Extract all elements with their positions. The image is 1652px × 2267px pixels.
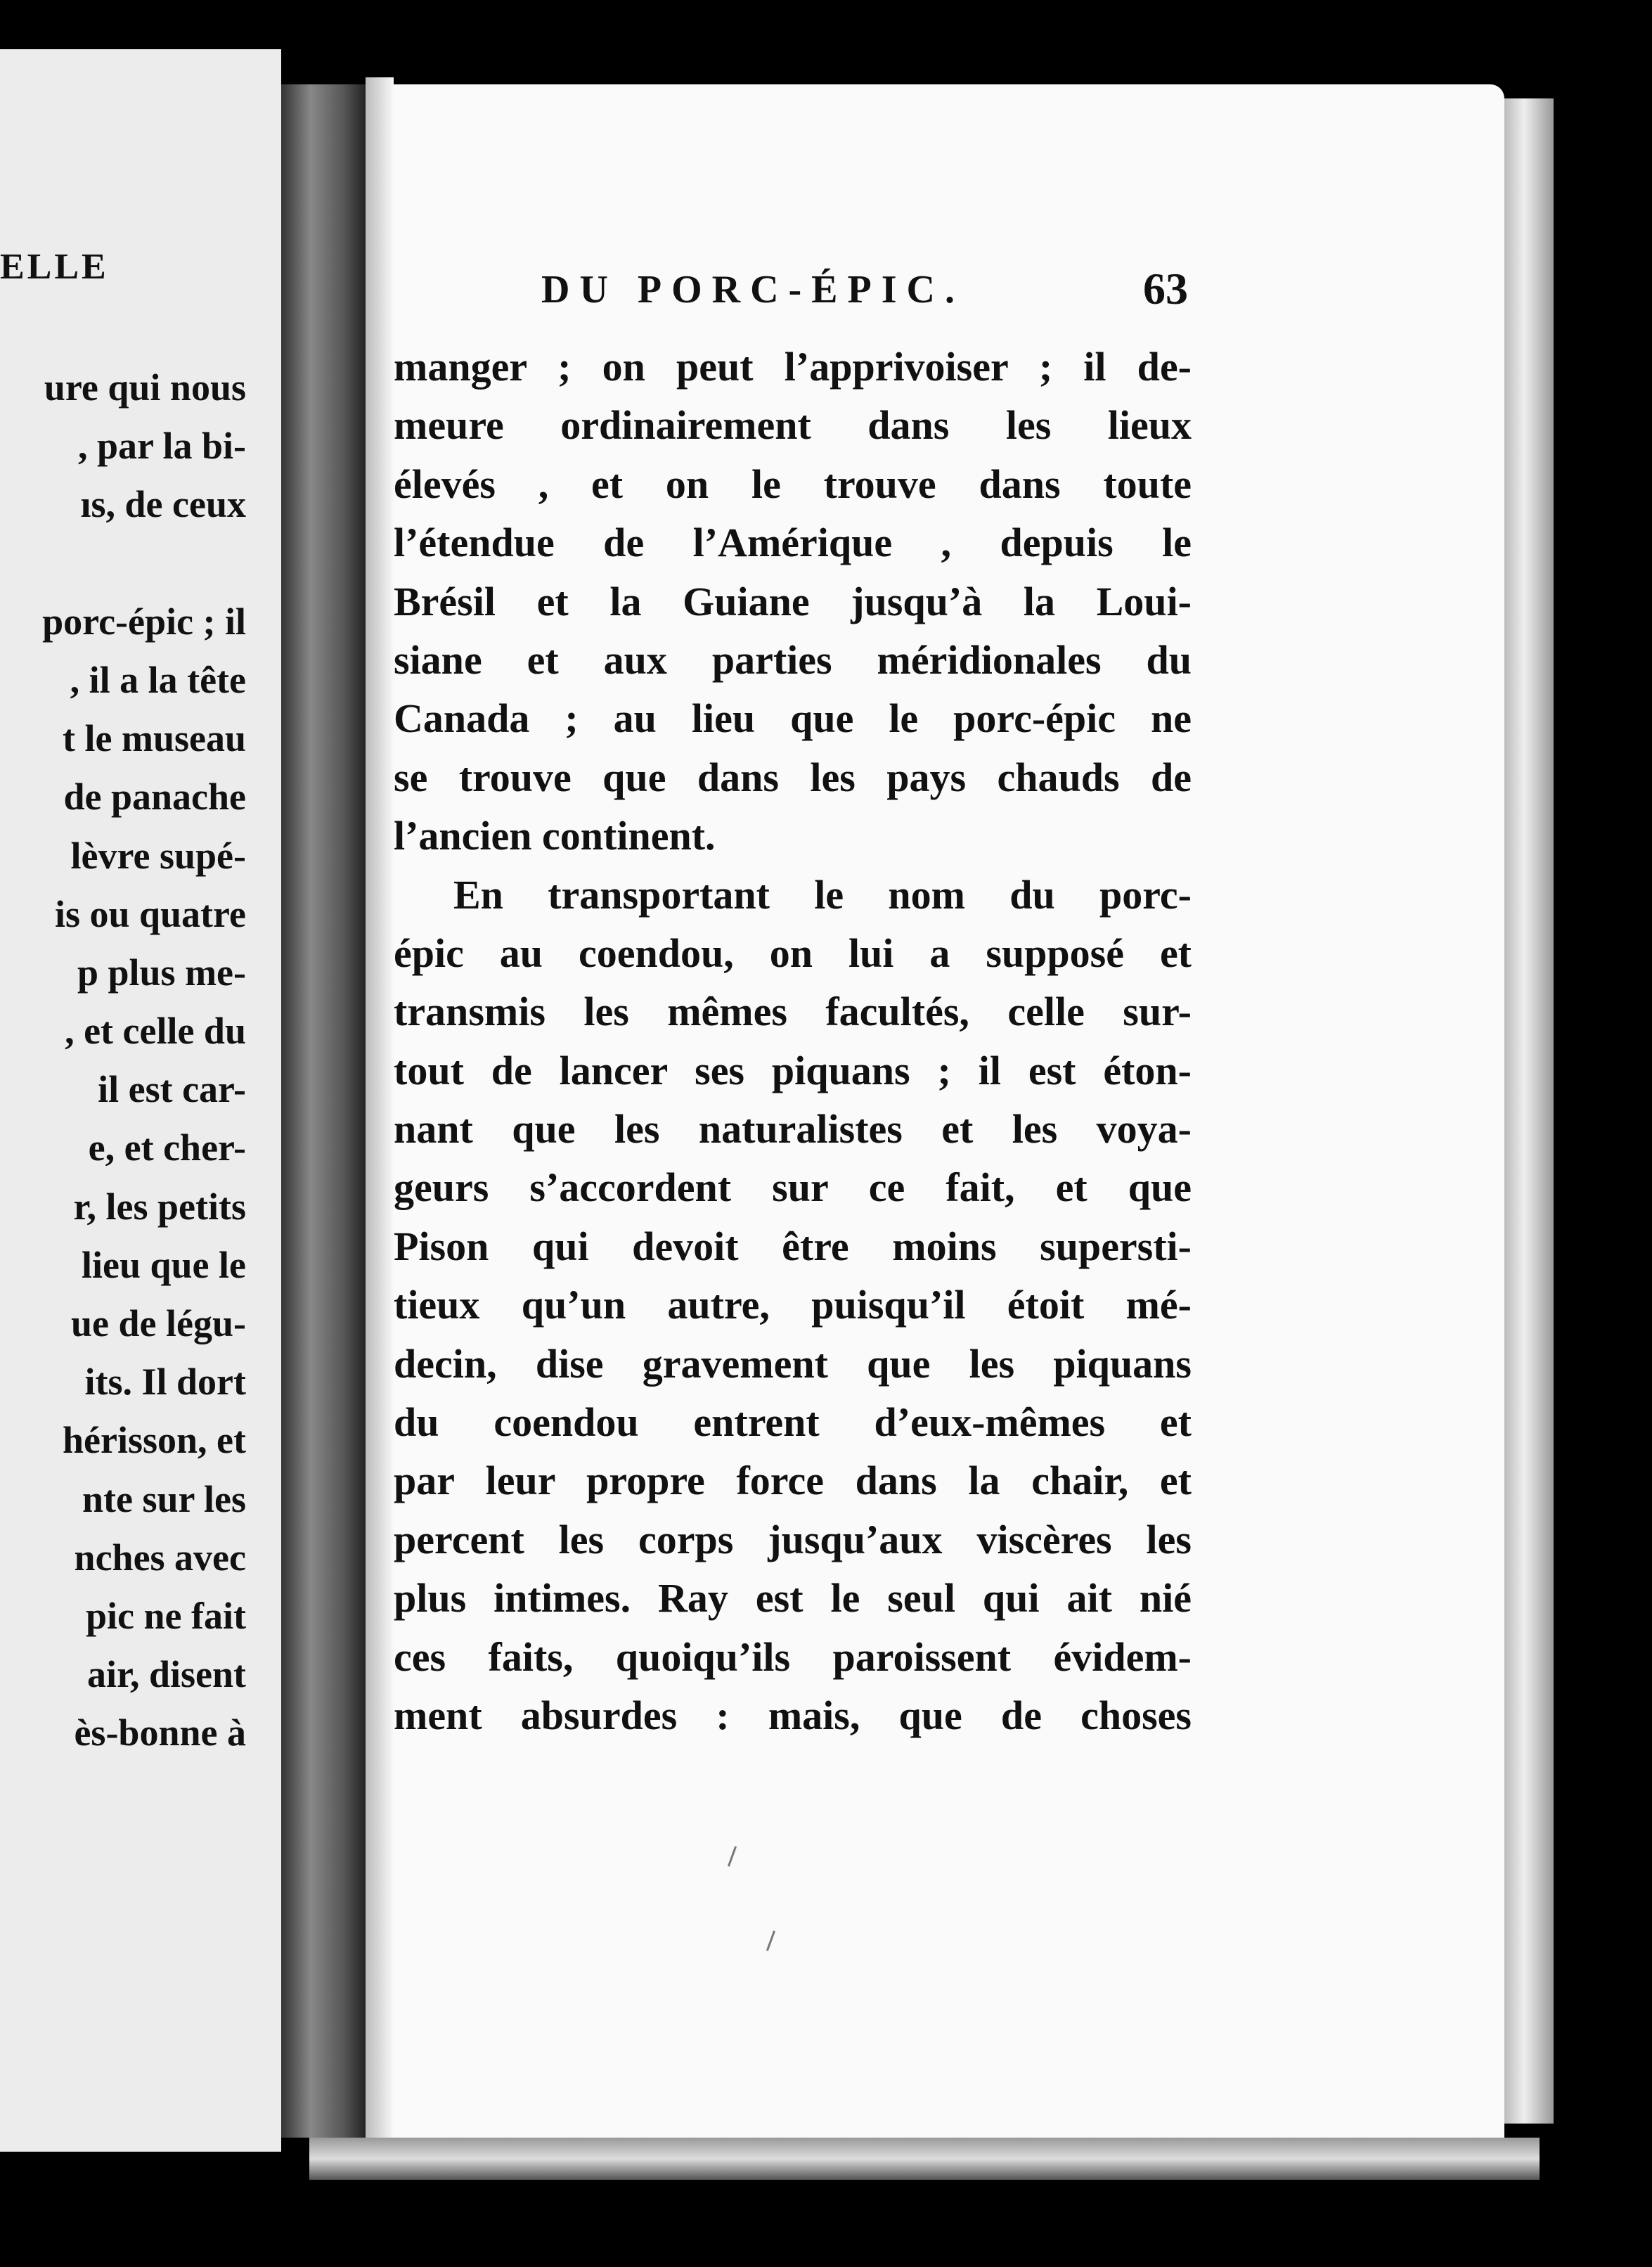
text-line: du coendou entrent d’eux-mêmes et <box>394 1399 1192 1446</box>
text-line: l’ancien continent. <box>394 813 716 859</box>
text-line: percent les corps jusqu’aux viscères les <box>394 1516 1192 1562</box>
page-bottom-edge <box>309 2138 1540 2180</box>
text-line: ment absurdes : mais, que de choses <box>394 1692 1192 1738</box>
text-line: its. Il dort <box>84 1361 246 1404</box>
previous-page-running-head: ELLE <box>0 247 109 287</box>
text-line: épic au coendou, on lui a supposé et <box>394 930 1192 976</box>
text-line: is ou quatre <box>54 892 246 935</box>
text-line: siane et aux parties méridionales du <box>394 636 1192 683</box>
text-line: l’étendue de l’Amérique , depuis le <box>394 520 1192 566</box>
text-line: ces faits, quoiqu’ils paroissent évidem- <box>394 1633 1192 1680</box>
text-line: nches avec <box>74 1536 246 1579</box>
text-line: par leur propre force dans la chair, et <box>394 1458 1192 1504</box>
running-head <box>541 264 1188 323</box>
text-line: de panache <box>63 776 246 818</box>
page-body-text <box>394 338 1192 1745</box>
text-line: , par la bi- <box>77 425 246 468</box>
text-line: t le museau <box>63 717 246 760</box>
text-line: , et celle du <box>65 1010 246 1053</box>
text-line: élevés , et on le trouve dans toute <box>394 461 1192 507</box>
text-line: Canada ; au lieu que le porc-épic ne <box>394 695 1192 742</box>
text-line: air, disent <box>86 1653 246 1696</box>
text-line: ès-bonne à <box>74 1712 246 1754</box>
text-line: ue de légu- <box>71 1302 246 1344</box>
text-line: ıs, de ceux <box>80 483 246 526</box>
text-line: lieu que le <box>81 1243 246 1286</box>
text-line: lèvre supé- <box>70 834 246 877</box>
gutter-shadow <box>366 77 394 2145</box>
text-line: p plus me- <box>77 951 246 994</box>
text-line: e, et cher- <box>88 1126 246 1169</box>
text-line: pic ne fait <box>86 1594 246 1637</box>
text-line: ure qui nous <box>44 366 246 409</box>
text-line: hérisson, et <box>63 1419 246 1462</box>
text-line: manger ; on peut l’apprivoiser ; il de- <box>394 344 1192 390</box>
text-line: meure ordinairement dans les lieux <box>394 402 1192 449</box>
text-line: Brésil et la Guiane jusqu’à la Loui- <box>394 578 1192 624</box>
text-line: plus intimes. Ray est le seul qui ait nié <box>394 1575 1192 1621</box>
text-line: , il a la tête <box>70 658 246 701</box>
text-line: tout de lancer ses piquans ; il est éton- <box>394 1047 1192 1093</box>
text-line: geurs s’accordent sur ce fait, et que <box>394 1164 1192 1211</box>
text-line: se trouve que dans les pays chauds de <box>394 754 1192 800</box>
text-line: decin, dise gravement que les piquans <box>394 1340 1192 1387</box>
text-line: il est car- <box>98 1068 246 1111</box>
text-line: tieux qu’un autre, puisqu’il étoit mé- <box>394 1282 1192 1328</box>
running-title: DU PORC-ÉPIC. <box>541 268 964 312</box>
text-line: porc-épic ; il <box>42 600 246 643</box>
text-line: Pison qui devoit être moins supersti- <box>394 1223 1192 1269</box>
page-number: 63 <box>1143 264 1188 314</box>
previous-page-text <box>0 359 281 1763</box>
text-line: transmis les mêmes facultés, celle sur- <box>394 989 1192 1035</box>
text-line: nant que les naturalistes et les voya- <box>394 1106 1192 1152</box>
text-line: En transportant le nom du porc- <box>453 871 1192 918</box>
previous-page <box>0 49 281 2152</box>
page-edge <box>1504 98 1554 2124</box>
text-line: nte sur les <box>82 1477 246 1520</box>
book-gutter <box>281 84 366 2138</box>
text-line: r, les petits <box>73 1185 246 1228</box>
text-line <box>0 534 281 593</box>
